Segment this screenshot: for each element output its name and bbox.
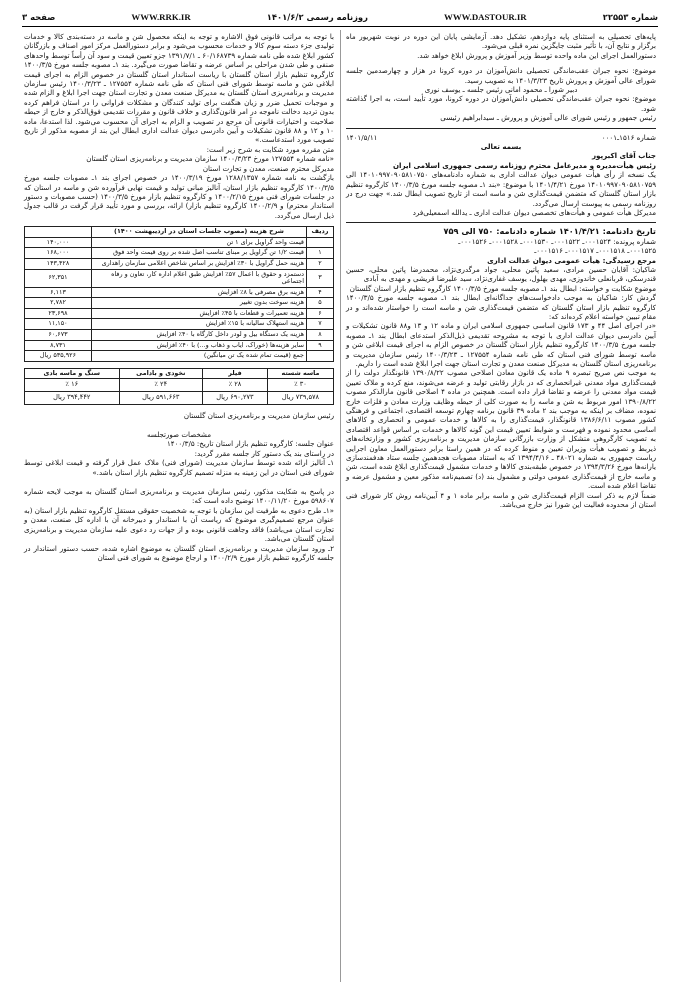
price-pct: ۲۸ ٪ <box>202 379 267 392</box>
row-number <box>307 351 334 362</box>
price-col-washed-sand: ماسه شسته <box>267 368 333 379</box>
row-number: ۶ <box>307 308 334 319</box>
reference-date: ۱۴۰۱/۵/۱۱ <box>346 132 378 142</box>
cost-table-col-value <box>25 227 92 238</box>
letter-body: یک نسخه از رأی هیأت عمومی دیوان عدالت اداری به شماره دادنامه‌های ۱۴۰۱۰۹۹۷۰۹۰۵۸۱۰۷۵۰ الی ۱۴۰۱۰۹۹۷۰۹۰۵۸۱۰۷۵۹ مورخ ۱۴۰۱/۴/۲۱ با موضوع: «بند ۱ـ مصوبه جلسه مورخ ۱۴۰۰/۳/۵ کارگروه تنظیم بازار استان گلستان که متضمن قیمت‌گذاری شن و ماسه است از تاریخ تصویب ابطال شد.» جهت درج در روزنامه رسمی به پیوست ارسال می‌گردد. <box>346 170 657 208</box>
section-rule-2 <box>346 222 656 223</box>
row-value: ۶۰,۶۷۳ <box>25 330 92 341</box>
left-paragraph-1: با توجه به مراتب قانونی فوق الاشاره و توجه به اینکه محصول شن و ماسه در دسته‌بندی کالا و خدمات تولیدی جزء دسته سوم کالا و خدمات محسوب می‌شود و برابر دستورالعمل مرکز امور اصناف و بازرگانان کشور ابلاغ شده طی نامه شماره ۶۰/۱۶۸۷۳۹ ـ ۱۳۹۱/۷/۱ جزو تعیین قیمت و سود آن رأساً توسط واحدهای صنفی و طی شدن مراحلی بر اساس عرضه و تقاضا صورت می‌گیرد. بند ۱ـ مصوبه جلسه مورخ ۱۴۰۰/۳/۵ کارگروه تنظیم بازار استان گلستان با ریاست استاندار استان گلستان در خصوص الزام به اجرای قیمت ابلاغی شن و ماسه توسط شورای فنی استان که طی نامه شماره ۱۲۷۵۵۴ ـ ۱۴۰۰/۳/۲۳ رئیس سازمان مدیریت و برنامه‌ریزی استان گلستان به مدیرکل صنعت معدن و تجارت استان جهت اجرا ابلاغ و الزام شده و موجبات تحمیل ضرر و زیان هنگفت برای تولید کنندگان و مشکلات فراوانی را در استان فراهم کرده بدون تردید دخالت ناموجه در امر قانون‌گذاری و خلاف قانون و مقررات تقدیمی فوق‌الذکر و خارج از حیطه صلاحیت و اختیارات قانونی آن مرجع در تصویب و الزام به اجرای آن محسوب می‌شود. لذا استدعا، ماده ۱۰ و ۱۲ و ۸۸ قانون تشکیلات و آیین دادرسی دیوان عدالت اداری ابطال این بند از مصوبه مذکور از تاریخ تصویب مورد استدعاست.» <box>24 32 335 145</box>
row-desc: سایر هزینه‌ها (خوراک، ایاب و ذهاب و...) با ۴۰٪ افزایش <box>92 340 307 351</box>
reply-item-1: «۱ـ طرح دعوی به طرفیت این سازمان با توجه به شخصیت حقوقی مستقل کارگروه تنظیم بازار استان (به عنوان مرجع تصمیم‌گیری موضوع که ریاست آن با استاندار و دبیرخانه آن با اداره کل صنعت، معدن و تجارت استان می‌باشد) فاقد وجاهت قانونی بوده و از جهات رد دعوی علیه سازمان مدیریت و برنامه‌ریزی استان گلستان می‌باشد. <box>23 505 334 544</box>
price-col-stone-sand: سنگ و ماسه بادی <box>25 368 120 379</box>
row-value: ۶,۱۱۳ <box>25 287 92 298</box>
row-number: ۷ <box>307 319 334 330</box>
price-pct: ۲۴ ٪ <box>119 379 202 392</box>
row-desc: هزینه حمل گراویل با ۳۰٪ افزایش بر اساس شاخص اعلامی سازمان راهداری <box>92 258 307 269</box>
row-desc: جمع (قیمت تمام شده یک تن میانگین) <box>92 351 307 362</box>
case-numbers-1: شماره پرونده: ۰۰۰۱۵۲۴ـ ۰۰۰۱۵۲۲ـ ۰۰۰۱۵۳۰ـ ۰۰۰۱۵۲۸ـ ۰۰۰۱۵۲۶ـ <box>458 236 656 246</box>
signature-line-3: رئیس سازمان مدیریت و برنامه‌ریزی استان گلستان <box>183 410 334 420</box>
quote-paragraph-1: «در اجرای اصل ۴۴ و ۱۷۳ قانون اساسی جمهوری اسلامی ایران و ماده ۱۲ و ۱۳ و۸۸ قانون تشکیلات و آیین دادرسی دیوان عدالت اداری با توجه به مشروحه تقدیمی ذیل‌الذکر استدعای ابطال بند ۱ـ مصوبه جلسه مورخ ۱۴۰۰/۳/۵ کارگروه تنظیم بازار استان گلستان در خصوص الزام به اجرای قیمت ابلاغی شن و ماسه توسط شورای فنی استان که طی نامه شماره ۱۲۷۵۵۴ ـ ۱۴۰۰/۳/۲۳ رئیس سازمان مدیریت و برنامه‌ریزی استان گلستان به مدیرکل صنعت معدن و تجارت استان جهت اجرا ابلاغ شده است را داریم. <box>346 321 657 368</box>
price-pct: ۱۶ ٪ <box>25 379 120 392</box>
row-value: ۶۲,۳۵۱ <box>25 269 92 287</box>
table-row <box>25 319 334 330</box>
row-value: ۱۴۳,۴۲۸ <box>25 258 92 269</box>
addressee-title: رئیس هیأت‌مدیره و مدیرعامل محترم روزنامه رسمی جمهوری اسلامی ایران <box>392 160 656 170</box>
page-header <box>22 10 658 24</box>
price-col-filler: فیلر <box>202 368 267 379</box>
row-desc: هزینه سوخت بدون تغییر <box>92 298 307 309</box>
reply-item-2: ۲ـ ورود سازمان مدیریت و برنامه‌ریزی استان گلستان به موضوع اشاره شده، حسب دستور استاندار در جلسه کارگروه تنظیم بازار مورخ ۱۴۰۰/۲/۹ و ارجاع موضوع به شورای فنی استان <box>24 543 334 562</box>
subject-paragraph: موضوع: نحوه جبران عقب‌ماندگی تحصیلی دانش‌آموزان در دوره کرونا در هزار و چهارصدمین جلسه شورای عالی آموزش و پرورش تاریخ ۱۴۰۱/۳/۲۳ به تصویب رسید. <box>346 66 656 85</box>
price-value: ۷۳۹,۵۷۸ ریال <box>267 392 333 405</box>
table-row <box>25 248 334 259</box>
row-desc: قیمت ۱/۲ تن گراویل بر مبنای تناسب اصل شده بر روی قیمت واحد فوق <box>92 248 307 259</box>
basmala: بسمه تعالی <box>480 142 522 152</box>
row-value: ۱۶۸,۰۰۰ <box>25 248 92 259</box>
header-rule <box>22 26 658 27</box>
price-value: ۳۹۴,۴۴۲ ریال <box>25 392 120 405</box>
table-row <box>25 298 334 309</box>
table-row <box>25 340 334 351</box>
cost-table-col-row: ردیف <box>307 227 334 238</box>
row-desc: هزینه تعمیرات و قطعات با ۴۵٪ افزایش <box>92 308 307 319</box>
reference-row <box>346 133 656 142</box>
row-number: ۵ <box>307 298 334 309</box>
price-table <box>24 368 334 405</box>
row-value: ۲۳,۶۹۸ <box>25 308 92 319</box>
cost-table-col-desc: شرح هزینه (مصوب جلسات استان در اردیبهشت ۱۴۰۰) <box>92 227 307 238</box>
page-number: صفحه ۳ <box>22 12 56 22</box>
quote-paragraph-2: به موجب نص صریح تبصره ۹ ماده یک قانون معادن اصلاحی مصوب ۱۳۹۰/۸/۲۲ قانونگذار دولت را از قیمت‌گذاری مواد معدنی غیرانحصاری که در بازار رقابتی تولید و عرضه می‌شوند، منع کرده و ملاک تعیین قیمت مواد معدنی را عرضه و تقاضا قرار داده است. همچنین در ماده ۴ اصلاحی قانون مارالذکر مصوب ۱۳۹۰/۸/۲۲ امور مربوط به شن و ماسه را به صورت کلی از حیطه وظایف وزارت معادن و فلزات خارج نموده، مضاف بر اینکه به موجب بند ۲ ماده ۳۹ قانون برنامه چهارم توسعه اقتصادی، اجتماعی و فرهنگی کشور مصوب ۱۳۸۶/۶/۱۱ قانونگذار، قیمت‌گذاری را به کالاها و خدمات عمومی و انحصاری و کالاهای اساسی محدود نموده و فهرست و ضوابط تعیین قیمت این گونه کالاها و خدمات بر اساس قواعد اقتصادی به تصویب کارگروهی متشکل از وزارت بازرگانی سازمان مدیریت و برنامه‌ریزی کشور و وزارتخانه‌های ذیربط و تصویب هیأت وزیران تعیین و منوط کرده که در همین راستا برابر دستورالعمل معاون اجرایی ریاست جمهوری به شماره ۴۸۰۲۱ ـ ۱۳۹۴/۴/۱۶ که به استناد مصوبات هجدهمین جلسه ستاد هدفمندسازی یارانه‌ها مورخ ۱۳۹۴/۳/۲۶ در خصوص طبقه‌بندی کالاها و خدمات مشمول قیمت‌گذاری ابلاغ شده است، شن و ماسه خارج از قیمت‌گذاری عمومی دولتی و مشمول بند (د) تصمیم‌نامه مذکور معین و مشمول عرضه و تقاضا اعلام شده است. <box>346 368 657 491</box>
table-total-row <box>25 351 334 362</box>
left-paragraph-3: بازگشت به نامه شماره ۱۲۸۸/۱۳۵۷ مورخ ۱۴۰۰/۳/۱۹ در خصوص اجرای بند ۱ـ مصوبات جلسه مورخ ۱۴۰۰/۳/۵ کارگروه تنظیم بازار استان، آنالیز مبانی تولید و قیمت نهایی فرآورده شن و ماسه در استان که در جلسات شورای فنی مورخ ۱۴۰۰/۲/۱۵ و کارگروه تنظیم بازار مورخ ۱۴۰۰/۳/۵ (حسب مصوبات و دستور استاندار محترم) و ۱۴۰۰/۲/۹ کارگروه تنظیم بازار) ارائه، بررسی و مورد تأیید قرار گرفت در قالب جدول ذیل ارسال می‌گردد. <box>24 173 335 220</box>
reply-paragraph: در پاسخ به شکایت مذکور، رئیس سازمان مدیریت و برنامه‌ریزی استان گلستان به موجب لایحه شماره ۵۹۸۶۰۷ مورخ ۱۴۰۰/۱۱/۲۰ توضیح داده است که: <box>24 487 334 506</box>
table-row <box>25 258 334 269</box>
cost-table <box>24 226 334 362</box>
row-number: ۱ <box>307 248 334 259</box>
left-paragraph-2: متن مقرره مورد شکایت به شرح زیر است: <box>206 144 334 154</box>
gazette-date: روزنامه رسمی ۱۴۰۱/۶/۲ <box>266 12 368 22</box>
row-number: ۸ <box>307 330 334 341</box>
minutes-intro: در راستای بند یک دستور کار جلسه مقرر گردید: <box>194 448 334 458</box>
plaintiffs: شاکیان: آقایان حسین مرادی، سعید پاتین محلی، جواد مرگدری‌نژاد، محمدرضا پاتین محلی، حسین قندرسکی، قربانعلی خاندوزی، مهدی بهلول، یوسف غفاری‌نژاد، سید علیرضا قریشی و مهدی به آبادی <box>346 264 656 284</box>
price-value: ۶۹۰,۲۷۳ ریال <box>202 392 267 405</box>
signature-line-2: رئیس جمهور و رئیس شورای عالی آموزش و پرورش ـ سیدابراهیم رئیسی <box>440 113 656 123</box>
issue-number: شماره ۲۲۵۵۳ <box>602 12 658 22</box>
row-desc: قیمت واحد گراویل برای ۱ تن <box>92 237 307 248</box>
row-number: ۹ <box>307 340 334 351</box>
letter-recipient: مدیرکل محترم صنعت، معدن و تجارت استان <box>202 163 334 173</box>
row-number <box>307 237 334 248</box>
column-divider <box>340 30 341 982</box>
letter-title: «نامه شماره ۱۲۷۵۵۴ مورخ ۱۴۰۰/۳/۲۳ سازمان مدیریت و برنامه‌ریزی استان گلستان <box>86 154 334 164</box>
intro-paragraph-2: دستورالعمل اجرای این ماده واحده توسط وزیر آموزش و پرورش ابلاغ خواهد شد. <box>417 50 656 60</box>
price-col-gravel: نخودی و بادامی <box>119 368 202 379</box>
table-row <box>25 330 334 341</box>
signature-line-1: دبیر شورا ـ محمود امانی رئیس جلسه ـ یوسف نوری <box>424 85 578 95</box>
row-value: ۲,۷۸۲ <box>25 298 92 309</box>
authority: مرجع رسیدگی: هیأت عمومی دیوان عدالت اداری <box>487 255 656 265</box>
table-row <box>25 237 334 248</box>
row-desc: هزینه برق مصرفی با ۸٪ افزایش <box>92 287 307 298</box>
row-value: ۱۴۰,۰۰۰ <box>25 237 92 248</box>
row-number: ۳ <box>307 269 334 287</box>
process-paragraph: گردش کار: شاکیان به موجب دادخواست‌های جداگانه‌ای ابطال بند ۱ـ مصوبه جلسه مورخ ۱۴۰۰/۳/۵ کارگروه تنظیم بازار استان گلستان که متضمن قیمت‌گذاری شن و ماسه است را خواستار شده‌اند و در مقام تبیین خواسته اعلام کرده‌اند که: <box>346 293 656 321</box>
complaint-subject: موضوع شکایت و خواسته: ابطال بند ۱ـ مصوبه جلسه مورخ ۱۴۰۰/۳/۵ کارگروه تنظیم بازار استان گلستان <box>349 283 656 293</box>
intro-paragraph: پایه‌های تحصیلی به استثنای پایه دوازدهم، تشکیل دهد. آزمایشی پایان این دوره در نوبت شهریور ماه برگزار و نتایج آن، با تأثیر مثبت جایگزین نمره قبلی می‌شود. <box>346 32 656 51</box>
quote-paragraph-3: ضمناً لازم به ذکر است الزام قیمت‌گذاری شن و ماسه برابر ماده ۱ و ۴ آیین‌نامه روش کار شورای فنی استان از محدوده فعالیت این شورا نیز خارج می‌باشد. <box>346 490 657 510</box>
row-number: ۴ <box>307 287 334 298</box>
row-value: ۱۱,۱۵۰ <box>25 319 92 330</box>
row-number: ۲ <box>307 258 334 269</box>
row-desc: هزینه یک دستگاه بیل و لودر داخل کارگاه با ۴۰٪ افزایش <box>92 330 307 341</box>
site-link-dastour[interactable]: WWW.DASTOUR.IR <box>444 12 527 22</box>
price-value: ۵۹۱,۶۶۳ ریال <box>119 392 202 405</box>
table-row <box>25 308 334 319</box>
row-value: ۵۳۵,۹۲۶ ریال <box>25 351 92 362</box>
minutes-item: ۱ـ آنالیز ارائه شده توسط سازمان مدیریت (شورای فنی) ملاک عمل قرار گرفته و قیمت ابلاغی توسط شورای فنی استان در این زمینه به منزله تصمیم کارگروه تنظیم بازار استان باشد.» <box>24 458 334 477</box>
letter-signature: مدیرکل هیأت عمومی و هیأت‌های تخصصی دیوان عدالت اداری ـ یدالله اسمعیلی‌فرد <box>412 207 656 217</box>
row-desc: هزینه استهلاک سالیانه با ۱۵٪ افزایش <box>92 319 307 330</box>
reference-number: شماره ۱۵۱۶ـ۰۰۰۱ <box>601 132 656 142</box>
table-row <box>25 287 334 298</box>
minutes-line: عنوان جلسه: کارگروه تنظیم بازار استان تاریخ: ۱۴۰۰/۳/۵ <box>167 439 334 449</box>
addressee: جناب آقای اکبرپور <box>591 151 656 161</box>
price-pct: ۳۰ ٪ <box>267 379 333 392</box>
right-column <box>346 32 656 510</box>
row-value: ۸,۷۳۱ <box>25 340 92 351</box>
table-row <box>25 269 334 287</box>
minutes-title: مشخصات صورتجلسه <box>146 430 212 440</box>
approval-paragraph: موضوع: نحوه جبران عقب‌ماندگی تحصیلی دانش‌آموزان در دوره کرونا، مورد تأیید است، به اجرا گذاشته شود. <box>346 94 656 113</box>
case-numbers-2: ۰۰۰۱۵۲۵ـ ۰۰۰۱۵۱۸ـ ۰۰۰۱۵۱۷ـ ۰۰۰۱۵۱۶ـ <box>534 246 656 256</box>
row-desc: دستمزد و حقوق با اعمال ۵۷٪ افزایش طبق اعلام اداره کار، تعاون و رفاه اجتماعی <box>92 269 307 287</box>
section-rule <box>346 128 656 129</box>
verdict-date-number: تاریخ دادنامه: ۱۴۰۱/۴/۲۱ شماره دادنامه: ۷۵۰ الی ۷۵۹ <box>443 226 656 237</box>
site-link-rrk[interactable]: WWW.RRK.IR <box>131 12 191 22</box>
left-column <box>24 32 334 562</box>
